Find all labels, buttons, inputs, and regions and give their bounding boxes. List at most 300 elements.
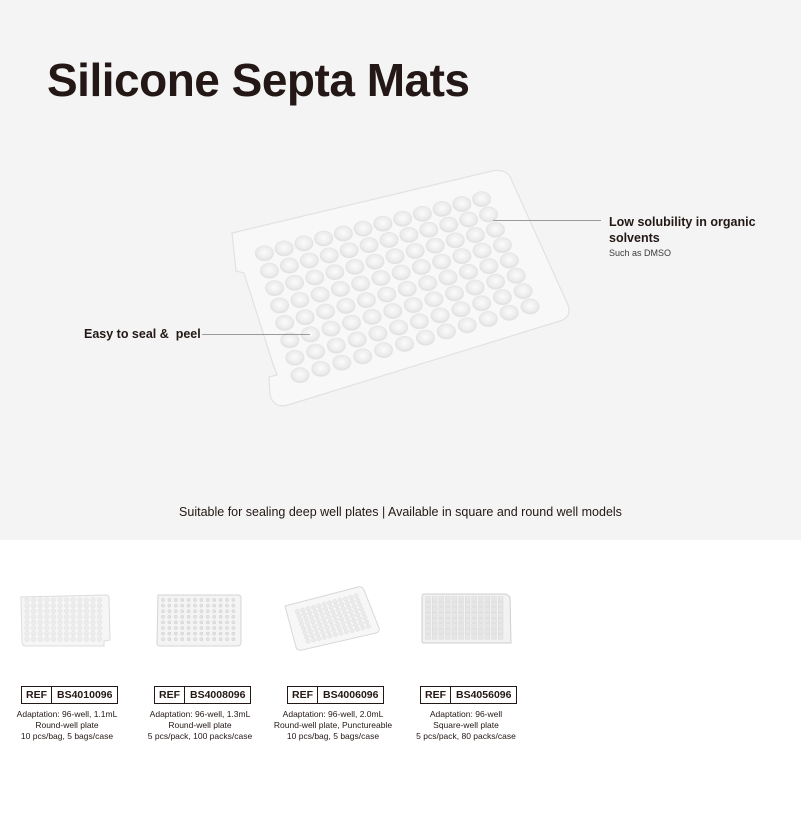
- mat-well: [318, 622, 322, 626]
- mat-well: [44, 637, 49, 642]
- mat-well: [445, 629, 450, 634]
- mat-well: [472, 607, 477, 612]
- mat-well: [181, 621, 184, 624]
- mat-well: [311, 638, 315, 642]
- mat-well: [439, 618, 444, 623]
- mat-well: [219, 604, 222, 607]
- mat-well: [452, 607, 457, 612]
- mat-well: [332, 614, 336, 618]
- mat-well: [348, 332, 366, 347]
- product-spec-line: Adaptation: 96-well, 1.3mL: [149, 709, 251, 719]
- mat-well: [452, 302, 470, 317]
- mat-well: [91, 598, 96, 603]
- mat-well: [336, 608, 340, 612]
- mat-well: [393, 211, 411, 226]
- mat-well: [342, 315, 360, 330]
- mat-well: [168, 615, 171, 618]
- mat-well: [465, 602, 470, 607]
- mat-well: [25, 637, 30, 642]
- mat-well: [354, 623, 358, 627]
- mat-well: [439, 597, 444, 602]
- mat-well: [174, 638, 177, 641]
- mat-well: [485, 629, 490, 634]
- mat-well: [181, 638, 184, 641]
- product-spec-line: 5 pcs/pack, 100 packs/case: [147, 731, 253, 741]
- mat-well: [187, 598, 190, 601]
- mat-well: [225, 610, 228, 613]
- mat-well: [323, 621, 327, 625]
- mat-well: [174, 610, 177, 613]
- mat-well: [232, 598, 235, 601]
- mat-well: [64, 614, 69, 619]
- mat-well: [333, 632, 337, 636]
- mat-well: [298, 618, 302, 622]
- mat-well: [193, 604, 196, 607]
- mat-well: [187, 626, 190, 629]
- mat-well: [492, 607, 497, 612]
- mat-well: [346, 259, 364, 274]
- mat-well: [58, 637, 63, 642]
- mat-well: [174, 598, 177, 601]
- mat-well: [77, 609, 82, 614]
- mat-well: [356, 598, 360, 602]
- mat-well: [97, 598, 102, 603]
- mat-well: [31, 598, 36, 603]
- mat-well: [232, 626, 235, 629]
- mat-well: [305, 621, 309, 625]
- mat-well: [321, 616, 325, 620]
- mat-well: [200, 598, 203, 601]
- mat-well: [187, 610, 190, 613]
- mat-well: [445, 286, 463, 301]
- mat-well: [432, 607, 437, 612]
- mat-well: [304, 635, 308, 639]
- mat-well: [426, 602, 431, 607]
- mat-well: [459, 597, 464, 602]
- mat-well: [225, 626, 228, 629]
- mat-well: [459, 634, 464, 639]
- mat-well: [334, 618, 338, 622]
- mat-well: [445, 624, 450, 629]
- mat-well: [492, 597, 497, 602]
- mat-well: [361, 611, 365, 615]
- callout-line-right: [493, 220, 601, 221]
- mat-well: [357, 602, 361, 606]
- mat-well: [354, 608, 358, 612]
- mat-well: [181, 598, 184, 601]
- mat-well: [459, 618, 464, 623]
- mat-well: [291, 368, 309, 383]
- mat-well: [485, 602, 490, 607]
- product-image-bs4056096: [420, 591, 514, 647]
- mat-well: [478, 602, 483, 607]
- mat-well: [327, 338, 345, 353]
- mat-well: [71, 626, 76, 631]
- mat-well: [161, 604, 164, 607]
- mat-well: [452, 624, 457, 629]
- mat-well: [485, 597, 490, 602]
- mat-well: [84, 609, 89, 614]
- mat-well: [71, 620, 76, 625]
- mat-well: [465, 597, 470, 602]
- mat-well: [412, 259, 430, 274]
- mat-well: [31, 637, 36, 642]
- mat-well: [302, 612, 306, 616]
- mat-well: [38, 620, 43, 625]
- mat-well: [306, 270, 324, 285]
- mat-well: [395, 336, 413, 351]
- mat-well: [339, 617, 343, 621]
- mat-well: [232, 621, 235, 624]
- product-spec-line: 5 pcs/pack, 80 packs/case: [416, 731, 516, 741]
- mat-well: [363, 616, 367, 620]
- mat-well: [31, 620, 36, 625]
- mat-well: [321, 631, 325, 635]
- mat-well: [25, 598, 30, 603]
- mat-well: [181, 626, 184, 629]
- mat-well: [311, 287, 329, 302]
- mat-well: [64, 620, 69, 625]
- mat-well: [507, 268, 525, 283]
- ref-label: REF: [155, 687, 185, 703]
- mat-well: [225, 632, 228, 635]
- mat-well: [219, 621, 222, 624]
- mat-well: [439, 607, 444, 612]
- mat-well: [478, 618, 483, 623]
- mat-well: [310, 633, 314, 637]
- mat-well: [97, 620, 102, 625]
- mat-well: [200, 604, 203, 607]
- mat-well: [465, 613, 470, 618]
- mat-well: [64, 631, 69, 636]
- mat-well: [168, 632, 171, 635]
- mat-well: [459, 624, 464, 629]
- mat-well: [25, 620, 30, 625]
- mat-well: [472, 602, 477, 607]
- mat-well: [225, 638, 228, 641]
- product-spec-line: Adaptation: 96-well, 1.1mL: [16, 709, 118, 719]
- mat-well: [452, 634, 457, 639]
- mat-well: [91, 631, 96, 636]
- mat-well: [316, 304, 334, 319]
- mat-well: [329, 605, 333, 609]
- mat-well: [354, 349, 372, 364]
- mat-well: [232, 615, 235, 618]
- mat-well: [465, 607, 470, 612]
- mat-well: [25, 614, 30, 619]
- mat-well: [225, 598, 228, 601]
- mat-well: [275, 241, 293, 256]
- mat-well: [193, 621, 196, 624]
- mat-well: [330, 624, 334, 628]
- mat-well: [77, 631, 82, 636]
- mat-well: [213, 621, 216, 624]
- mat-well: [439, 629, 444, 634]
- mat-well: [206, 632, 209, 635]
- mat-well: [311, 605, 315, 609]
- mat-well: [492, 613, 497, 618]
- mat-well: [44, 603, 49, 608]
- mat-well: [359, 607, 363, 611]
- mat-well: [485, 618, 490, 623]
- mat-well: [478, 607, 483, 612]
- mat-well: [498, 597, 503, 602]
- mat-well: [206, 604, 209, 607]
- mat-well: [71, 614, 76, 619]
- mat-well: [58, 626, 63, 631]
- mat-well: [71, 603, 76, 608]
- mat-well: [374, 216, 392, 231]
- mat-well: [432, 597, 437, 602]
- mat-well: [351, 276, 369, 291]
- mat-well: [458, 318, 476, 333]
- mat-well: [306, 639, 310, 643]
- mat-well: [312, 624, 316, 628]
- mat-well: [320, 248, 338, 263]
- mat-well: [316, 618, 320, 622]
- mat-well: [445, 613, 450, 618]
- mat-well: [174, 604, 177, 607]
- mat-well: [426, 238, 444, 253]
- mat-well: [225, 621, 228, 624]
- mat-well: [372, 270, 390, 285]
- mat-well: [38, 609, 43, 614]
- mat-well: [514, 284, 532, 299]
- mat-well: [168, 638, 171, 641]
- mat-well: [295, 609, 299, 613]
- mat-well: [38, 631, 43, 636]
- mat-well: [84, 598, 89, 603]
- mat-well: [426, 629, 431, 634]
- mat-well: [260, 263, 278, 278]
- mat-well: [432, 254, 450, 269]
- mat-well: [486, 222, 504, 237]
- mat-well: [213, 610, 216, 613]
- mat-well: [51, 626, 56, 631]
- mat-well: [97, 603, 102, 608]
- product-spec-line: Adaptation: 96-well, 2.0mL: [282, 709, 384, 719]
- mat-well: [400, 227, 418, 242]
- mat-well: [181, 604, 184, 607]
- mat-well: [350, 614, 354, 618]
- mat-well: [327, 601, 331, 605]
- ref-box-1: [21, 686, 118, 704]
- mat-well: [187, 615, 190, 618]
- mat-well: [206, 615, 209, 618]
- mat-well: [168, 598, 171, 601]
- mat-well: [58, 614, 63, 619]
- mat-well: [200, 632, 203, 635]
- mat-well: [77, 626, 82, 631]
- mat-well: [97, 637, 102, 642]
- mat-well: [187, 638, 190, 641]
- mat-well: [398, 281, 416, 296]
- product-description-4: [396, 709, 536, 742]
- mat-well: [445, 607, 450, 612]
- mat-well: [219, 626, 222, 629]
- product-image-bs4010096: [18, 592, 114, 648]
- mat-well: [453, 248, 471, 263]
- mat-well: [276, 315, 294, 330]
- mat-well: [314, 614, 318, 618]
- mat-well: [498, 618, 503, 623]
- mat-well: [232, 638, 235, 641]
- mat-well: [445, 597, 450, 602]
- mat-well: [333, 599, 337, 603]
- mat-well: [416, 330, 434, 345]
- product-spec-line: Adaptation: 96-well: [429, 709, 503, 719]
- ref-code: BS4010096: [57, 689, 113, 701]
- mat-well: [432, 613, 437, 618]
- mat-well: [44, 631, 49, 636]
- mat-well: [337, 298, 355, 313]
- mat-well: [225, 615, 228, 618]
- product-image-bs4008096: [154, 592, 244, 648]
- mat-well: [168, 604, 171, 607]
- mat-well: [453, 196, 471, 211]
- mat-well: [213, 604, 216, 607]
- mat-well: [439, 270, 457, 285]
- mat-well: [392, 265, 410, 280]
- mat-well: [498, 629, 503, 634]
- mat-well: [322, 321, 340, 336]
- mat-well: [331, 609, 335, 613]
- mat-well: [84, 603, 89, 608]
- mat-well: [452, 618, 457, 623]
- mat-well: [465, 629, 470, 634]
- mat-well: [320, 612, 324, 616]
- mat-well: [344, 630, 348, 634]
- mat-well: [232, 632, 235, 635]
- mat-well: [161, 610, 164, 613]
- mat-well: [426, 618, 431, 623]
- mat-well: [341, 607, 345, 611]
- ref-code: BS4056096: [456, 689, 512, 701]
- mat-well: [213, 626, 216, 629]
- mat-well: [356, 613, 360, 617]
- mat-well: [38, 598, 43, 603]
- mat-well: [51, 598, 56, 603]
- mat-well: [478, 624, 483, 629]
- mat-well: [328, 634, 332, 638]
- mat-well: [493, 290, 511, 305]
- mat-well: [335, 622, 339, 626]
- mat-well: [219, 638, 222, 641]
- mat-well: [472, 618, 477, 623]
- mat-well: [479, 311, 497, 326]
- mat-well: [384, 303, 402, 318]
- mat-well: [44, 626, 49, 631]
- mat-well: [304, 616, 308, 620]
- mat-well: [181, 615, 184, 618]
- mat-well: [174, 632, 177, 635]
- ref-label: REF: [22, 687, 52, 703]
- mat-well: [355, 627, 359, 631]
- mat-well: [161, 621, 164, 624]
- mat-well: [498, 613, 503, 618]
- mat-well: [161, 598, 164, 601]
- ref-label: REF: [421, 687, 451, 703]
- mat-well: [213, 632, 216, 635]
- mat-well: [193, 598, 196, 601]
- callout-solubility-subtitle: Such as DMSO: [609, 248, 672, 258]
- mat-well: [431, 308, 449, 323]
- mat-well: [91, 637, 96, 642]
- mat-well: [465, 634, 470, 639]
- mat-well: [322, 602, 326, 606]
- mat-well: [301, 608, 305, 612]
- mat-well: [71, 609, 76, 614]
- mat-well: [31, 626, 36, 631]
- mat-well: [313, 609, 317, 613]
- mat-well: [439, 634, 444, 639]
- mat-well: [51, 614, 56, 619]
- mat-well: [38, 614, 43, 619]
- mat-well: [485, 634, 490, 639]
- mat-well: [432, 634, 437, 639]
- mat-well: [472, 191, 490, 206]
- ref-code: BS4008096: [190, 689, 246, 701]
- mat-well: [354, 594, 358, 598]
- mat-well: [314, 231, 332, 246]
- mat-well: [44, 614, 49, 619]
- mat-well: [71, 637, 76, 642]
- mat-well: [291, 292, 309, 307]
- mat-well: [325, 611, 329, 615]
- mat-well: [389, 320, 407, 335]
- mat-well: [25, 626, 30, 631]
- mat-well: [425, 292, 443, 307]
- mat-well: [181, 632, 184, 635]
- mat-well: [44, 609, 49, 614]
- mat-well: [352, 618, 356, 622]
- mat-well: [168, 626, 171, 629]
- mat-well: [478, 613, 483, 618]
- mat-well: [466, 280, 484, 295]
- mat-well: [324, 606, 328, 610]
- product-spec-line: 10 pcs/bag, 5 bags/case: [20, 731, 114, 741]
- mat-well: [498, 602, 503, 607]
- mat-well: [84, 626, 89, 631]
- mat-well: [445, 634, 450, 639]
- mat-well: [357, 617, 361, 621]
- mat-well: [97, 626, 102, 631]
- mat-well: [348, 610, 352, 614]
- mat-well: [31, 609, 36, 614]
- mat-well: [232, 604, 235, 607]
- mat-well: [343, 597, 347, 601]
- mat-well: [478, 629, 483, 634]
- mat-well: [25, 631, 30, 636]
- mat-well: [366, 254, 384, 269]
- mat-well: [485, 624, 490, 629]
- mat-well: [77, 614, 82, 619]
- mat-well: [300, 253, 318, 268]
- mat-well: [306, 606, 310, 610]
- mat-well: [187, 632, 190, 635]
- mat-well: [200, 626, 203, 629]
- mat-well: [219, 598, 222, 601]
- mat-well: [213, 615, 216, 618]
- mat-well: [472, 296, 490, 311]
- mat-well: [300, 622, 304, 626]
- mat-well: [413, 206, 431, 221]
- mat-well: [161, 615, 164, 618]
- mat-well: [317, 636, 321, 640]
- mat-well: [193, 626, 196, 629]
- mat-well: [58, 631, 63, 636]
- ref-code: BS4006096: [323, 689, 379, 701]
